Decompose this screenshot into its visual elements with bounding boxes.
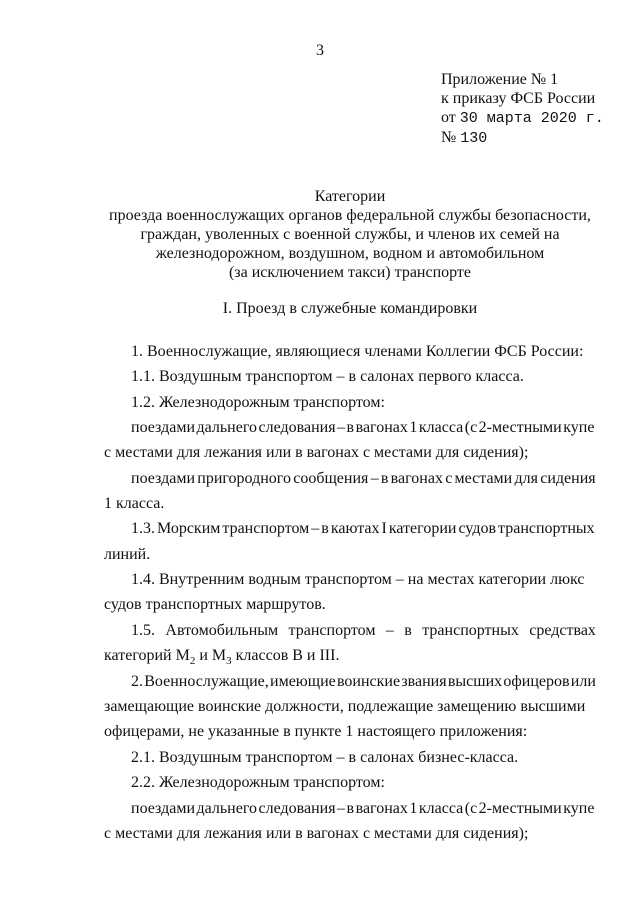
item-2-line-2: замещающие воинские должности, подлежащие замещению высшими	[104, 698, 586, 715]
item-1-5-line-2	[104, 647, 596, 667]
item-1-4-line-2: судов транспортных маршрутов.	[104, 596, 326, 613]
item-2-2-a-line-2: с местами для лежания или в вагонах с местами для сидения);	[104, 825, 529, 842]
section-heading: I. Проезд в служебные командировки	[222, 300, 478, 317]
appendix-number: 130	[460, 130, 488, 147]
item-1-5-word: транспортом	[288, 622, 376, 639]
appendix-line-3	[441, 108, 604, 128]
item-1-2-b-line-1: поездами пригородного сообщения – в вагонах с местами для сидения	[131, 470, 596, 487]
item-1-1: 1.1. Воздушным транспортом – в салонах первого класса.	[131, 368, 524, 385]
item-2-1: 2.1. Воздушным транспортом – в салонах бизнес-класса.	[131, 749, 519, 766]
item-1-2-b-line-2: 1 класса.	[104, 495, 165, 512]
item-1-3-line-2: линий.	[104, 546, 151, 563]
item-1-2-a-line-1: поездами дальнего следования – в вагонах 1 класса (с 2-местными купе	[131, 419, 595, 436]
item-1-5-word: –	[385, 622, 394, 639]
item-1-5-text: категорий M	[104, 647, 190, 664]
item-1-3-line-1: 1.3. Морским транспортом – в каютах I категории судов транспортных	[131, 520, 595, 537]
item-1-2-a-line-2: с местами для лежания или в вагонах с местами для сидения);	[104, 444, 529, 461]
appendix-line-4	[441, 128, 604, 148]
appendix-line-2: к приказу ФСБ России	[441, 90, 596, 107]
item-2-2: 2.2. Железнодорожным транспортом:	[131, 774, 385, 791]
item-1-5-text: классов B и III.	[231, 647, 340, 664]
title-line-3: граждан, уволенных с военной службы, и членов их семей на	[140, 226, 560, 243]
item-1: 1. Военнослужащие, являющиеся членами Коллегии ФСБ России:	[131, 343, 584, 360]
item-1-5-subscript: 2	[189, 655, 196, 668]
appendix-line-1: Приложение № 1	[441, 71, 559, 88]
appendix-block	[441, 70, 604, 148]
document-title	[60, 187, 640, 282]
item-1-5-word: 1.5.	[131, 622, 155, 639]
item-1-5-line-1	[131, 622, 596, 640]
title-line-1: Категории	[314, 188, 386, 205]
item-1-5-word: Автомобильным	[165, 622, 279, 639]
item-2-line-3: офицерами, не указанные в пункте 1 настоящего приложения:	[104, 723, 528, 740]
title-line-2: проезда военнослужащих органов федеральной службы безопасности,	[109, 207, 591, 224]
appendix-number-prefix: №	[441, 129, 461, 146]
item-1-4-line-1: 1.4. Внутренним водным транспортом – на местах категории люкс	[131, 571, 585, 588]
page-number: 3	[316, 42, 324, 59]
title-line-5: (за исключением такси) транспорте	[228, 264, 472, 281]
item-1-5-text: и M	[195, 647, 227, 664]
item-2-2-a-line-1: поездами дальнего следования – в вагонах 1 класса (с 2-местными купе	[131, 800, 595, 817]
item-1-5-word: транспортных	[422, 622, 519, 639]
appendix-date: 30 марта 2020 г.	[459, 110, 604, 127]
item-2-line-1: 2. Военнослужащие, имеющие воинские звания высших офицеров или	[131, 673, 596, 690]
item-1-5-word: в	[404, 622, 412, 639]
item-1-5-word: средствах	[529, 622, 596, 639]
appendix-date-prefix: от	[441, 109, 460, 126]
item-1-2: 1.2. Железнодорожным транспортом:	[131, 394, 385, 411]
item-1-5-subscript: 3	[226, 655, 232, 668]
title-line-4: железнодорожном, воздушном, водном и автомобильном	[155, 245, 545, 262]
